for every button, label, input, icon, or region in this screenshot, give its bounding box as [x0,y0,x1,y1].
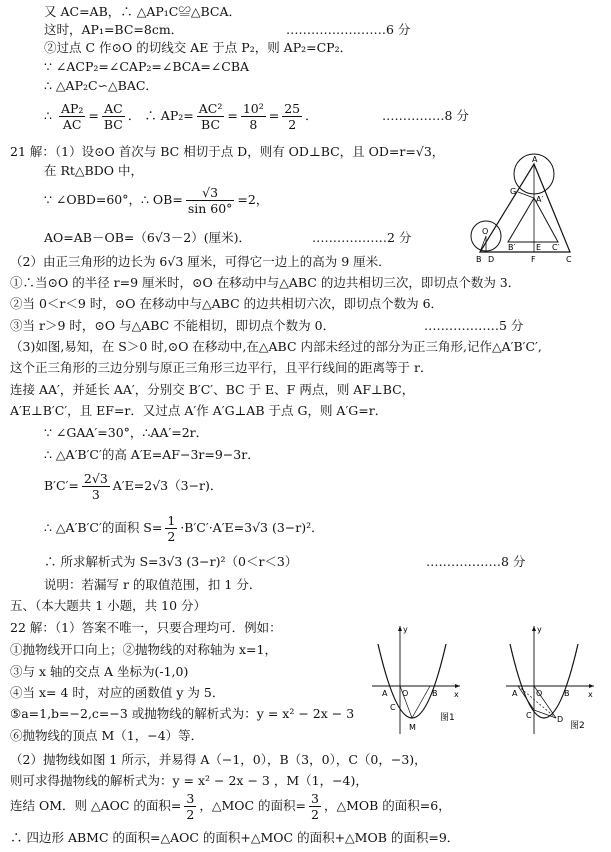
fig1-M: M [409,723,416,732]
fig1-y: y [403,625,408,634]
fig2-O: O [536,689,543,698]
label-A: A [532,155,538,164]
fraction-1-2: $\frac{1}{2}$ [167,513,176,544]
line-similar: ∴ △AP₂C∽△BAC． [44,78,158,93]
label-F: F [531,255,536,264]
p22-parabola: 则可求得抛物线的解析式为：y = x² − 2x − 3 ，M（1，−4)， [10,773,368,788]
p21-case3: ③当 r＞9 时，⊙O 与△ABC 不能相切，即切点个数为 0． [10,318,336,333]
fraction-ap2-ac: $\frac{\text{AP₂}}{AC}$ [60,101,84,132]
p21-part3: （3)如图,易知，在 S＞0 时,⊙O 在移动中,在△ABC 内部未经过的部分为正三角形,记作△A′B′C′, [10,339,542,354]
score-2: ………………2 分 [312,230,412,245]
p21-ob: ∵ ∠OBD=60°，∴ OB= $\frac{√3}{\sin 60^\circ}$ =2， [44,185,269,216]
fraction-ac2-bc: $\frac{\text{AC²}}{BC}$ [198,101,223,132]
p22-item6: ⑥抛物线的顶点 M（1，−4）等． [10,728,204,743]
p22-item1: ①抛物线开口向上；②抛物线的对称轴为 x=1， [10,642,277,657]
fig1-B: B [432,689,438,698]
parabola-figure-1 [366,622,466,740]
p22-item5: ⑤a=1,b=−2,c=−3 或抛物线的解析式为：y = x² − 2x − 3 [10,706,355,721]
fraction-sqrt3-sin60: $\frac{√3}{\sin 60^\circ}$ [187,185,233,216]
p21-formula: ∴ 所求解析式为 S=3√3 (3−r)²（0＜r＜3） [44,554,298,569]
label-G: G [510,187,517,196]
label-B: B [476,255,482,264]
fraction-3-2-b: $\frac{3}{2}$ [311,791,319,822]
line-tangent-p2: ②过点 C 作⊙O 的切线交 AE 于点 P₂，则 AP₂=CP₂． [44,40,353,55]
score-6: ……………………6 分 [286,22,411,37]
label-D: D [488,255,495,264]
line-angles: ∵ ∠ACP₂=∠CAP₂=∠BCA=∠CBA [44,59,250,74]
parabola-figure-2 [500,622,600,740]
p21-note: 说明：若漏写 r 的取值范围，扣 1 分． [44,577,262,592]
fig2-y: y [537,625,542,634]
fig2-D: D [557,715,564,724]
p21-case1: ①∴当⊙O 的半径 r=9 厘米时，⊙O 在移动中与△ABC 的边共相切三次，即切点个数为 3． [10,275,521,290]
p21-height: ∴ △A′B′C′的高 A′E=AF−3r=9−3r． [44,447,260,462]
fraction-100-8: $\frac{\text{10²}}{8}$ [242,101,264,132]
p21-case2: ②当 0＜r＜9 时，⊙O 在移动中与△ABC 的边共相切六次，即切点个数为 6． [10,296,444,311]
label-B-prime: B′ [508,243,516,252]
fraction-2sqrt3-3: $\frac{2√3}{3}$ [83,471,108,502]
score-8b: ………………8 分 [426,554,526,569]
fig1-A: A [382,689,388,698]
fig1-x: x [454,690,459,699]
p22-quad-area: ∴ 四边形 ABMC 的面积=△AOC 的面积+△MOC 的面积+△MOB 的面积=9． [10,830,460,845]
p21-connect: 连接 AA′，并延长 AA′，分别交 B′C′、BC 于 E、F 两点，则 AF⊥BC， [10,382,415,397]
label-E: E [536,243,542,252]
label-A-prime: A′ [536,195,544,204]
fig1-O: O [402,689,409,698]
p21-part2: （2）由正三角形的边长为 6√3 厘米，可得它一边上的高为 9 厘米． [10,254,391,269]
fraction-ac-bc: $\frac{AC}{BC}$ [103,101,123,132]
fig2-x: x [588,690,593,699]
line-ratio: ∴ $\frac{\text{AP₂}}{AC}$ = $\frac{AC}{BC}$ ． ∴ AP₂= $\frac{\text{AC²}}{BC}$ = $\frac{\text{10²}}{8}$ = $\frac{25}{2}$ ． [44,101,318,132]
p21-perp: A′E⊥B′C′，且 EF=r．又过点 A′作 A′G⊥AB 于点 G，则 A′G=r． [10,403,388,418]
p22-item4: ④当 x= 4 时，对应的函数值 y 为 5． [10,685,225,700]
p21-area: ∴ △A′B′C′的面积 S= $\frac{1}{2}$ ·B′C′·A′E=3√3 (3−r)²． [44,513,324,544]
triangle-figure [462,150,574,268]
fig2-C: C [526,711,532,720]
p21-parallel: 这个正三角形的三边分别与原正三角形三边平行，且平行线间的距离等于 r． [10,360,433,375]
score-8a: ……………8 分 [382,108,469,123]
label-C-prime: C′ [552,243,560,252]
p21-rt: 在 Rt△BDO 中， [44,163,143,178]
p22-part2: （2）抛物线如图 1 所示，并易得 A（−1，0），B（3，0），C（0，−3)， [10,752,427,767]
label-O: O [482,227,489,236]
p21-bc-prime: B′C′= $\frac{2√3}{3}$ A′E=2√3（3−r)． [44,471,223,502]
p21-intro: 21 解：（1）设⊙O 首次与 BC 相切于点 D，则有 OD⊥BC，且 OD=r=√3， [10,144,445,159]
fig1-C: C [390,703,396,712]
p21-ao: AO=AB－OB=（6√3－2）(厘米)． [44,230,251,245]
fig2-B: B [564,689,570,698]
p22-item3: ③与 x 轴的交点 A 坐标为(-1,0) [10,664,189,679]
fig2-caption: 图2 [570,721,585,731]
p21-angle30: ∵ ∠GAA′=30°，∴AA′=2r． [44,425,209,440]
score-5: ………………5 分 [424,318,524,333]
section-five-heading: 五、（本大题共 1 小题，共 10 分） [10,598,207,613]
fig2-A: A [512,689,518,698]
p22-areas: 连结 OM．则 △AOC 的面积= $\frac{3}{2}$ ，△MOC 的面积= $\frac{3}{2}$ ，△MOB 的面积=6， [10,791,451,822]
fig1-caption: 图1 [440,713,455,723]
fraction-25-2: $\frac{25}{2}$ [284,101,301,132]
line-congruent: 又 AC=AB，∴ △AP₁C≌△BCA． [44,4,241,19]
fraction-3-2-a: $\frac{3}{2}$ [186,791,195,822]
label-C: C [566,255,572,264]
line-ap1: 这时，AP₁=BC=8cm． [44,22,184,37]
p22-intro: 22 解：（1）答案不唯一，只要合理均可．例如： [10,620,282,635]
